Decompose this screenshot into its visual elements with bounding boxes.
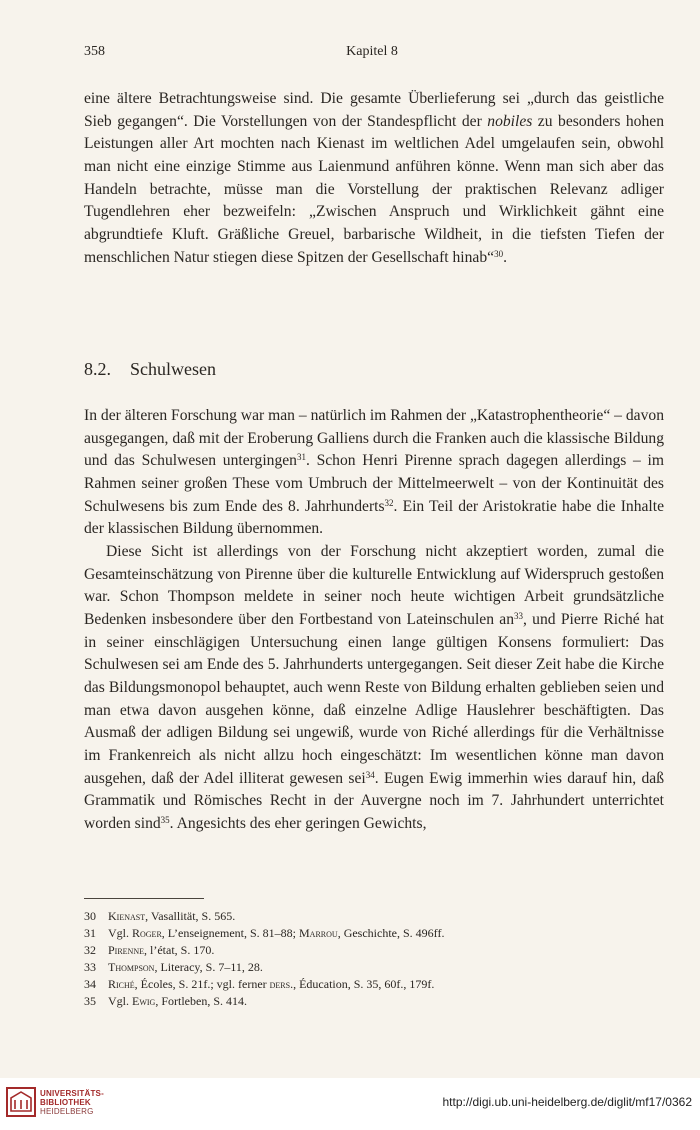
footnote-number: 31	[84, 925, 96, 940]
footnote-text: Kienast, Vasallität, S. 565.	[108, 909, 236, 923]
footnote-text: Vgl. Roger, L’enseignement, S. 81–88; Marrou, Geschichte, S. 496ff.	[108, 925, 445, 940]
footnote-30	[84, 908, 664, 925]
footnote-text: Pirenne, l’état, S. 170.	[108, 942, 215, 957]
footnotes	[84, 908, 664, 1009]
opening-paragraph: eine ältere Betrachtungsweise sind. Die gesamte Überlieferung sei „durch das geistliche Sieb gegangen“. Die Vorstellungen von der Standespflicht der nobiles zu besonders hohen Leistungen aller Art mochten nach Kienast im weltlichen Adel umgelaufen sein, obwohl man nicht eine einzige Stimme aus Laienmund anführen könne. Wenn man sich aber das Handeln betrachte, müsse man die Vorstellung der praktischen Relevanz adliger Tugendlehren eher bezweifeln: „Zwischen Anspruch und Wirklichkeit gähnt eine abgrundtiefe Kluft. Gräßliche Greuel, barbarische Wildheit, in die tiefsten Tiefen der menschlichen Natur stiegen diese Spitzen der Gesellschaft hinab“$^{30}$.	[84, 90, 664, 266]
footnote-number: 35	[84, 993, 96, 1008]
page-header	[84, 44, 660, 66]
library-name[interactable]	[40, 1089, 104, 1116]
running-head: Kapitel 8	[346, 44, 398, 59]
footnote-text: Vgl. Ewig, Fortleben, S. 414.	[108, 993, 247, 1008]
footnote-33	[84, 959, 664, 976]
footnote-31	[84, 925, 664, 942]
permalink-url[interactable]: http://digi.ub.uni-heidelberg.de/diglit/mf17/0362	[442, 1095, 692, 1109]
footnote-text: Thompson, Literacy, S. 7–11, 28.	[108, 959, 263, 974]
footnote-number: 32	[84, 942, 96, 957]
digitization-footer	[0, 1078, 700, 1130]
footnote-34	[84, 976, 664, 993]
footnote-number: 34	[84, 976, 96, 991]
university-library-logo-icon[interactable]	[6, 1087, 36, 1117]
footnote-35	[84, 993, 664, 1010]
library-name-line-2: BIBLIOTHEK	[40, 1098, 91, 1107]
section-paragraph-2: Diese Sicht ist allerdings von der Forschung nicht akzeptiert worden, zumal die Gesamteinschätzung von Pirenne über die kulturelle Entwicklung auf Widerspruch gestoßen war. Schon Thompson meldete in seiner noch heute wichtigen Arbeit grundsätzliche Bedenken insbesondere über den Fortbestand von Lateinschulen $an^{33}$, und Pierre Riché hat in seiner einschlägigen Untersuchung einen lange gültigen Konsens formuliert: Das Schulwesen sei am Ende des 5. Jahrhunderts untergegangen. Seit dieser Zeit habe die Kirche das Bildungsmonopol behauptet, auch wenn Reste von Bildung erhalten geblieben seien und man etwa davon ausgehen könne, daß einzelne Adlige Hauslehrer beschäftigten. Das Ausmaß der adligen Bildung sei ungewiß, wurde von Riché allerdings für die Verhältnisse im Frankenreich als nicht allzu hoch eingeschätzt: Im wesentlichen könne man davon ausgehen, daß der Adel illiterat gewesen sei$^{34}$. Eugen Ewig immerhin wies darauf hin, daß Grammatik und Römisches Recht in der Auvergne noch im 7. Jahrhundert unterrichtet worden sind$^{35}$. Angesichts des eher geringen Gewichts,	[84, 542, 664, 832]
opening-paragraph-block	[84, 88, 664, 269]
footnote-32	[84, 942, 664, 959]
page-number: 358	[84, 44, 105, 59]
section-title: Schulwesen	[130, 359, 216, 379]
footnote-rule	[84, 898, 204, 899]
footnote-number: 30	[84, 909, 96, 923]
section-number: 8.2.	[84, 359, 111, 379]
section-body	[84, 405, 664, 835]
footnote-text: Riché, Écoles, S. 21f.; vgl. ferner ders., Éducation, S. 35, 60f., 179f.	[108, 976, 435, 991]
section-paragraph-1: In der älteren Forschung war man – natürlich im Rahmen der „Katastrophentheorie“ – davon ausgegangen, daß mit der Eroberung Galliens durch die Franken auch die klassische Bildung und das Schulwesen untergingen$^{31}$. Schon Henri Pirenne sprach dagegen allerdings – im Rahmen seiner großen These vom Umbruch der Mittelmeerwelt – von der Kontinuität des Schulwesens bis zum Ende des 8. Jahrhunderts$^{32}$. Ein Teil der Aristokratie habe die Inhalte der klassischen Bildung übernommen.	[84, 407, 665, 538]
library-name-line-1: UNIVERSITÄTS-	[40, 1089, 104, 1098]
footnote-number: 33	[84, 959, 96, 974]
section-heading	[84, 359, 216, 380]
library-name-line-3: HEIDELBERG	[40, 1107, 94, 1116]
